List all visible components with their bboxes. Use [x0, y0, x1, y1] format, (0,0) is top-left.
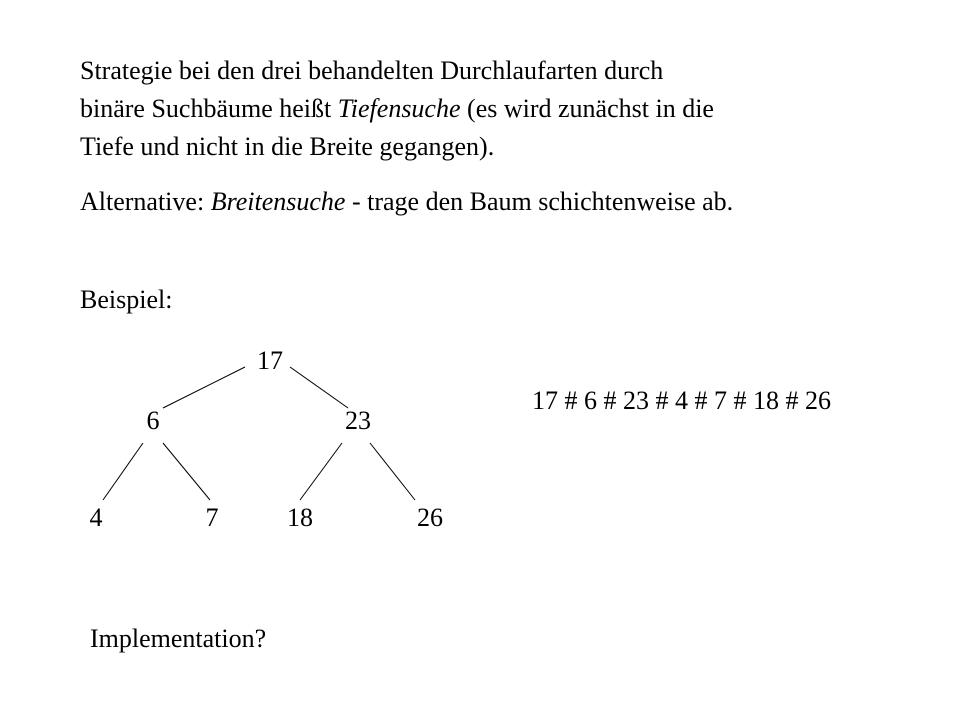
tree-node-left: 6 [146, 406, 160, 435]
tree-node-right-left: 18 [287, 503, 313, 532]
implementation-question: Implementation? [90, 624, 267, 653]
breadth-first-sequence: 17 # 6 # 23 # 4 # 7 # 18 # 26 [532, 386, 831, 415]
edge-23-18 [300, 443, 342, 500]
alternative-suffix: - trage den Baum schichtenweise ab. [345, 187, 734, 216]
tree-node-left-left: 4 [89, 503, 103, 532]
example-label: Beispiel: [80, 285, 173, 314]
term-tiefensuche: Tiefensuche [337, 94, 461, 123]
tree-node-left-right: 7 [205, 503, 219, 532]
intro-line-2-start: binäre Suchbäume heißt [80, 94, 338, 123]
edge-6-7 [163, 443, 210, 500]
tree-node-right: 23 [345, 406, 371, 435]
tree-node-root: 17 [257, 346, 283, 375]
intro-line-1: Strategie bei den drei behandelten Durchlaufarten durch [80, 56, 664, 85]
intro-line-3: Tiefe und nicht in die Breite gegangen). [80, 132, 495, 161]
edge-17-6 [163, 367, 245, 408]
intro-line-2-end: (es wird zunächst in die [460, 94, 714, 123]
alternative-prefix: Alternative: [80, 187, 211, 216]
term-breitensuche: Breitensuche [210, 187, 346, 216]
tree-node-right-right: 26 [417, 503, 443, 532]
edge-6-4 [103, 443, 143, 500]
edge-23-26 [370, 443, 415, 500]
